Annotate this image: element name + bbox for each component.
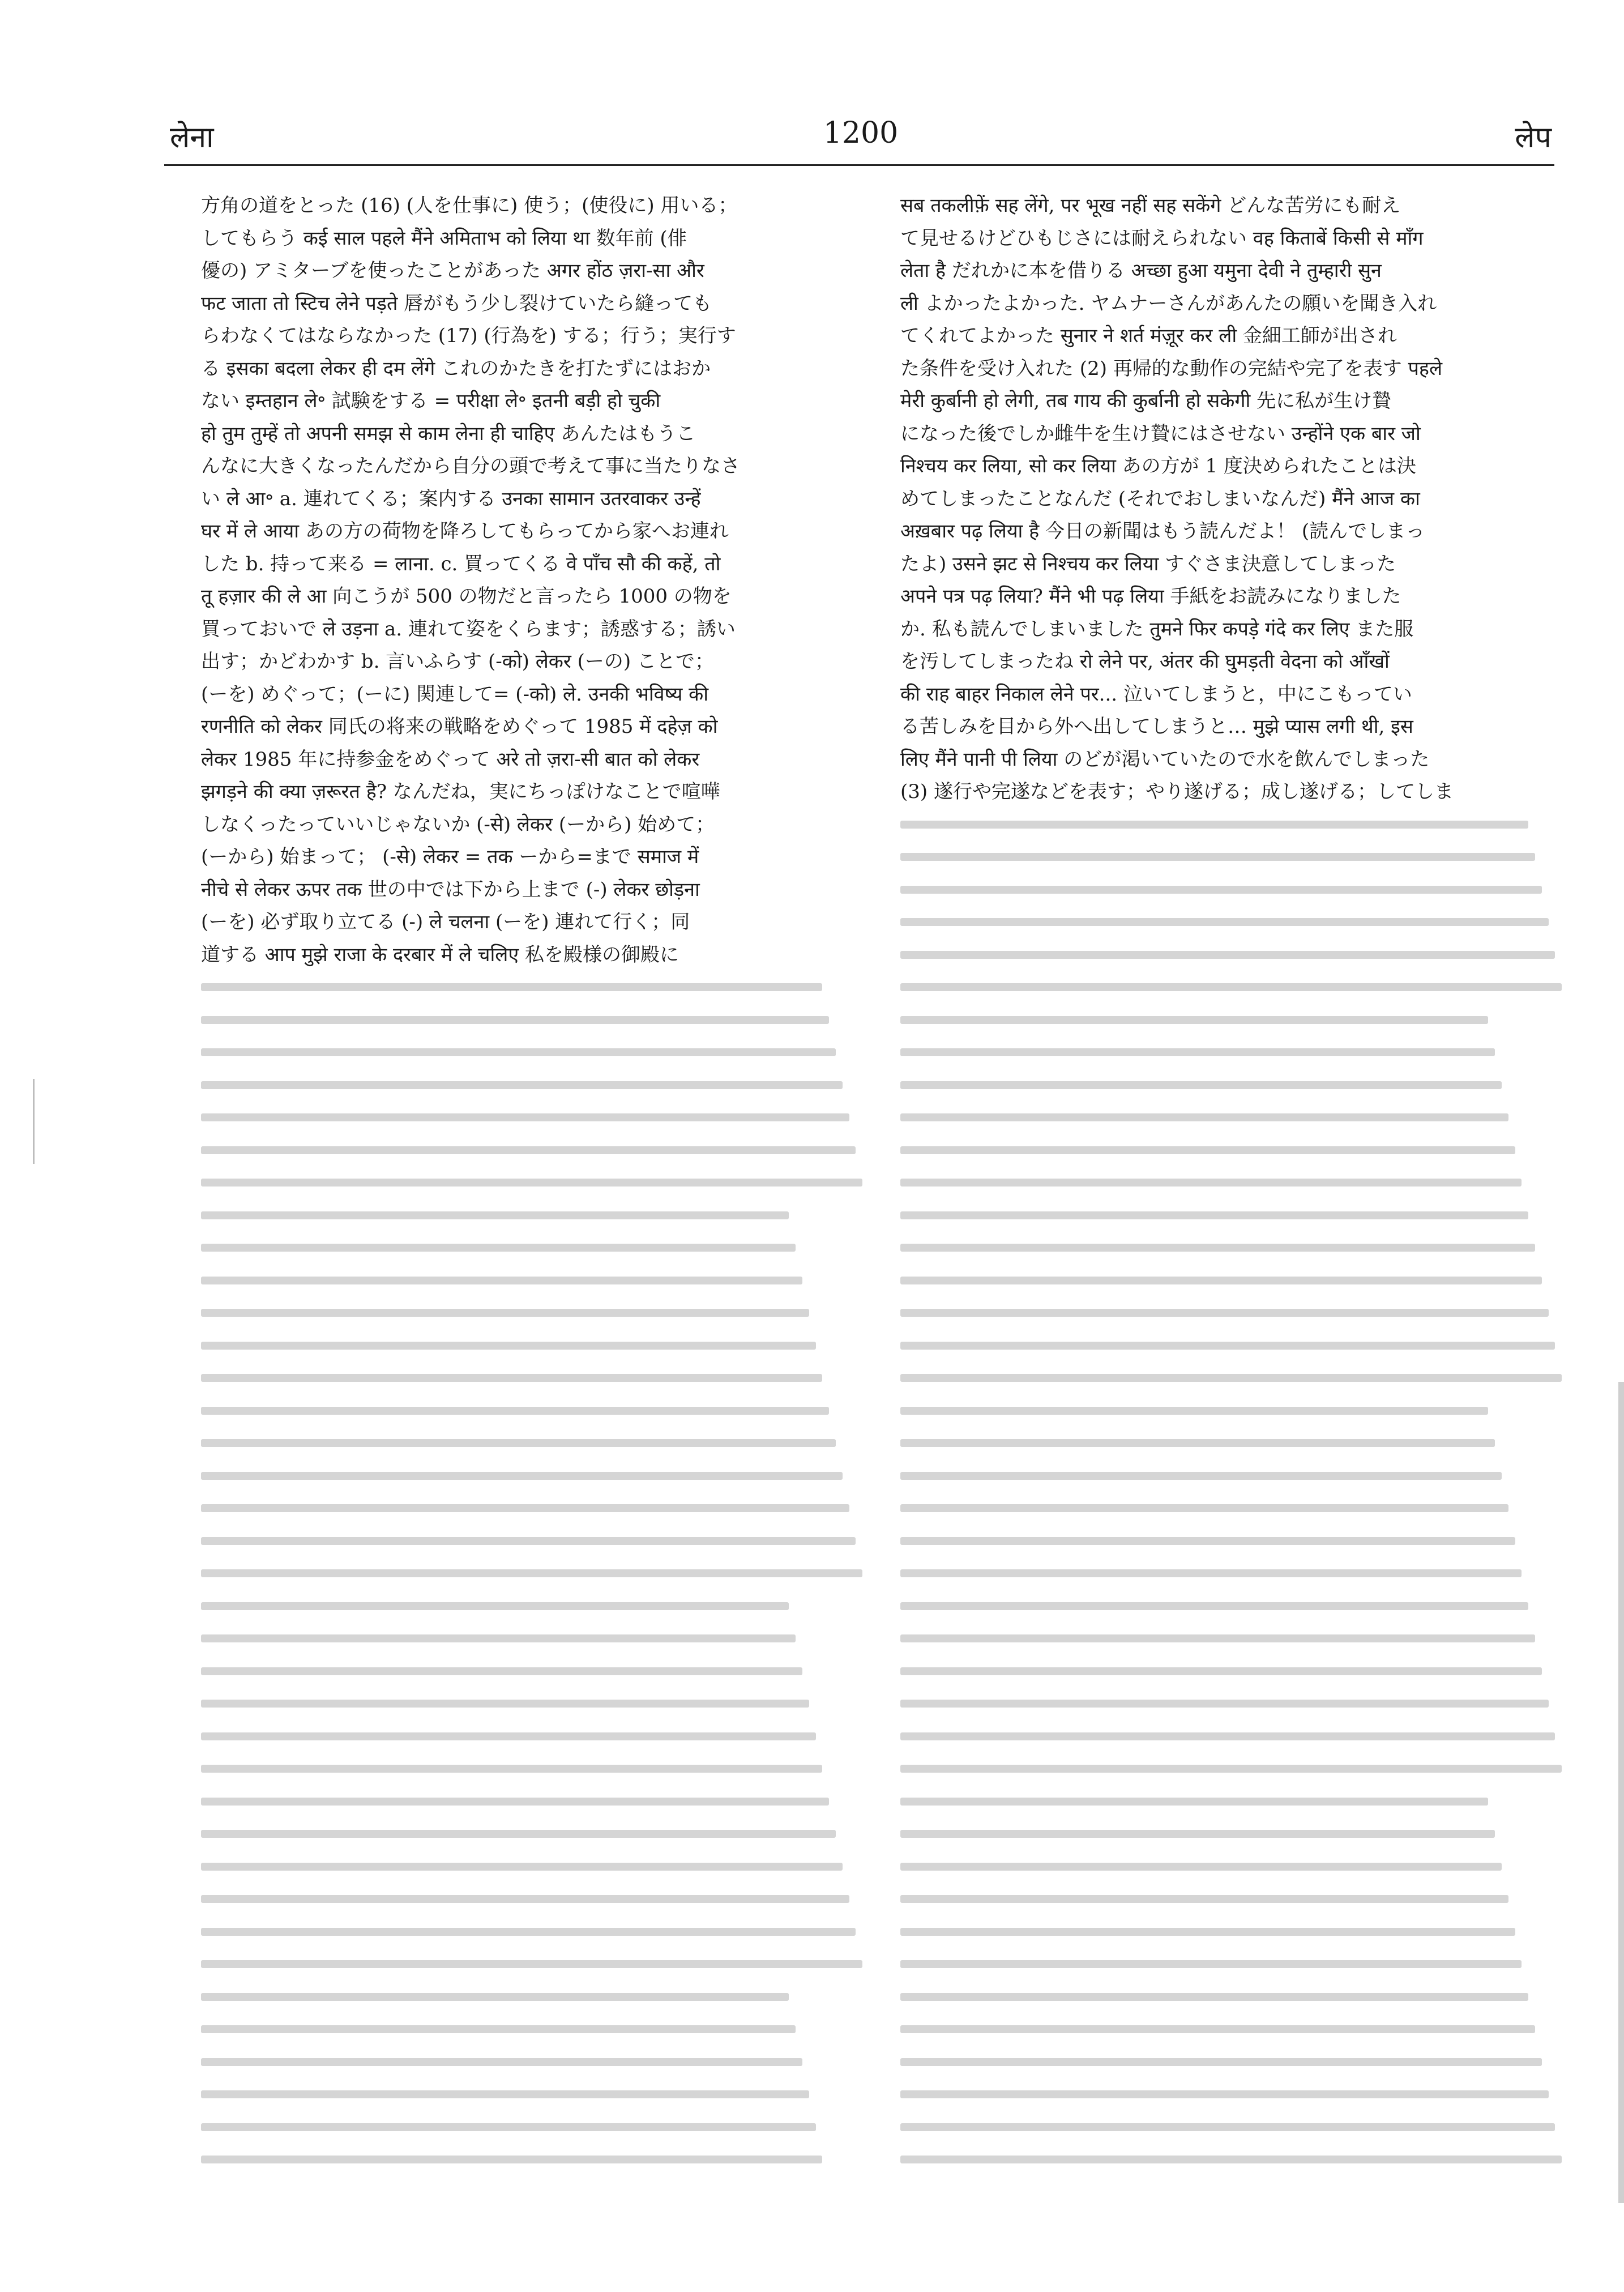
- header-left-headword: लेना: [170, 121, 214, 155]
- text-line-placeholder: [900, 1916, 1569, 1949]
- text-line-placeholder: [201, 1036, 869, 1069]
- text-line-placeholder: [900, 1200, 1569, 1232]
- text-line-placeholder: [900, 1818, 1569, 1851]
- text-line-placeholder: [900, 939, 1569, 972]
- text-line: मेरी कुर्बानी हो लेगी, तब गाय की कुर्बानी हो सकेगी 先に私が生け贄: [900, 390, 1392, 412]
- text-line-placeholder: [201, 2111, 869, 2144]
- right-column: [900, 190, 1569, 2176]
- text-line-placeholder: [201, 971, 869, 1004]
- text-line: してもらう कई साल पहले मैंने अमिताभ को लिया था 数年前 (俳: [201, 227, 687, 250]
- text-line-placeholder: [201, 1851, 869, 1884]
- text-line: घर में ले आया あの方の荷物を降ろしてもらってから家へお連れ: [201, 520, 729, 543]
- text-line-placeholder: [900, 1883, 1569, 1916]
- text-line: 買っておいで ले उड़ना a. 連れて姿をくらます；誘惑する；誘い: [201, 617, 736, 641]
- text-line-placeholder: [201, 1948, 869, 1981]
- text-line-placeholder: [201, 1297, 869, 1330]
- text-line-placeholder: [201, 1557, 869, 1590]
- text-line: की राह बाहर निकाल लेने पर... 泣いてしまうと，中にこもってい: [900, 682, 1412, 706]
- text-line: (ーを) 必ず取り立てる (-) ले चलना (ーを) 連れて行く；同: [201, 911, 690, 933]
- text-line-placeholder: [900, 2144, 1569, 2176]
- text-line-placeholder: [900, 1753, 1569, 1786]
- text-line-placeholder: [201, 1721, 869, 1753]
- text-line: めてしまったことなんだ (それでおしまいなんだ) मैंने आज का: [900, 487, 1420, 510]
- text-line: (ーを) めぐって；(ーに) 関連して= (-को) ले. उनकी भविष्य की: [201, 682, 709, 706]
- text-line-placeholder: [201, 1883, 869, 1916]
- text-line: 優の) アミターブを使ったことがあった अगर होंठ ज़रा-सा और: [201, 259, 704, 282]
- text-line-placeholder: [900, 1948, 1569, 1981]
- text-line-placeholder: [900, 1004, 1569, 1037]
- text-line-placeholder: [900, 1232, 1569, 1265]
- text-line-placeholder: [201, 1492, 869, 1525]
- text-line-placeholder: [201, 1330, 869, 1363]
- text-line-placeholder: [201, 1265, 869, 1297]
- text-line-placeholder: [201, 1655, 869, 1688]
- text-line: लिए मैंने पानी पी लिया のどが渇いていたので水を飲んでしまった: [900, 748, 1430, 771]
- text-line: हो तुम तुम्हें तो अपनी समझ से काम लेना ही चाहिए あんたはもうこ: [201, 422, 696, 445]
- text-line-placeholder: [201, 1102, 869, 1134]
- text-line-placeholder: [201, 1786, 869, 1819]
- text-line-placeholder: [900, 2013, 1569, 2046]
- text-line: अख़बार पढ़ लिया है 今日の新聞はもう読んだよ！ (読んでしまっ: [900, 520, 1425, 543]
- text-line-placeholder: [201, 1134, 869, 1167]
- text-line: तू हज़ार की ले आ 向こうが 500 の物だと言ったら 1000 の物を: [201, 585, 732, 608]
- text-line: て見せるけどひもじさには耐えられない वह किताबें किसी से माँग: [900, 227, 1424, 250]
- text-line-placeholder: [900, 1786, 1569, 1819]
- text-line-placeholder: [900, 1460, 1569, 1493]
- text-line-placeholder: [900, 971, 1569, 1004]
- text-line: した b. 持って来る = लाना. c. 買ってくる वे पाँच सौ की कहें, तो: [201, 552, 721, 575]
- text-line: んなに大きくなったんだから自分の頭で考えて事に当たりなさ: [201, 455, 740, 477]
- text-line-placeholder: [201, 1362, 869, 1395]
- text-line-placeholder: [201, 1200, 869, 1232]
- text-line: झगड़ने की क्या ज़रूरत है? なんだね，実にちっぽけなことで喧嘩: [201, 780, 720, 803]
- text-line: लेता है だれかに本を借りる अच्छा हुआ यमुना देवी ने तुम्हारी सुन: [900, 259, 1382, 282]
- text-line: 道する आप मुझे राजा के दरबार में ले चलिए 私を殿様の御殿に: [201, 943, 679, 966]
- text-line: 方角の道をとった (16) (人を仕事に) 使う；(使役に) 用いる；: [201, 194, 738, 217]
- text-line-placeholder: [900, 1688, 1569, 1721]
- text-line: लेकर 1985 年に持参金をめぐって अरे तो ज़रा-सी बात को लेकर: [201, 748, 700, 771]
- text-line: てくれてよかった सुनार ने शर्त मंज़ूर कर ली 金細工師が出され: [900, 325, 1397, 347]
- text-line-placeholder: [900, 1851, 1569, 1884]
- text-line: を汚してしまったね रो लेने पर, अंतर की घुमड़ती वेदना को आँखों: [900, 650, 1390, 673]
- running-header: [170, 116, 1552, 161]
- scan-edge-shadow: [1618, 1382, 1624, 2203]
- text-line-placeholder: [900, 1167, 1569, 1200]
- text-line-placeholder: [201, 1590, 869, 1623]
- text-line-placeholder: [201, 1916, 869, 1949]
- text-line-placeholder: [201, 1460, 869, 1493]
- text-line: (ーから) 始まって； (-से) लेकर = तक ーから=まで समाज में: [201, 846, 699, 868]
- text-line-placeholder: [900, 2111, 1569, 2144]
- text-line-placeholder: [900, 1395, 1569, 1428]
- text-line-placeholder: [201, 1232, 869, 1265]
- text-line-placeholder: [201, 2046, 869, 2079]
- text-line: になった後でしか雌牛を生け贄にはさせない उन्होंने एक बार जो: [900, 422, 1421, 445]
- text-line: सब तकलीफ़ें सह लेंगे, पर भूख नहीं सह सकेंगे どんな苦労にも耐え: [900, 194, 1401, 217]
- text-line-placeholder: [201, 1069, 869, 1102]
- text-line-placeholder: [900, 1069, 1569, 1102]
- text-line-placeholder: [900, 1623, 1569, 1655]
- text-line-placeholder: [201, 1688, 869, 1721]
- left-column: [201, 190, 869, 2176]
- text-line: か. 私も読んでしまいました तुमने फिर कपड़े गंदे कर लिए また服: [900, 617, 1414, 641]
- text-line-placeholder: [900, 2046, 1569, 2079]
- text-line-placeholder: [201, 1753, 869, 1786]
- text-line-placeholder: [900, 1330, 1569, 1363]
- text-line-placeholder: [201, 2013, 869, 2046]
- text-line: らわなくてはならなかった (17) (行為を) する；行う；実行す: [201, 325, 736, 347]
- header-right-headword: लेप: [1515, 121, 1552, 155]
- text-line-placeholder: [900, 1102, 1569, 1134]
- text-line-placeholder: [201, 2144, 869, 2176]
- text-line: अपने पत्र पढ़ लिया? मैंने भी पढ़ लिया 手紙をお読みになりました: [900, 585, 1401, 608]
- text-line: る इसका बदला लेकर ही दम लेंगे これのかたきを打たずにはおか: [201, 357, 711, 380]
- text-line-placeholder: [201, 1395, 869, 1428]
- text-line-placeholder: [201, 2078, 869, 2111]
- text-line-placeholder: [900, 1362, 1569, 1395]
- text-line-placeholder: [201, 1623, 869, 1655]
- scan-binding-mark: [33, 1079, 35, 1164]
- text-line: い ले आ॰ a. 連れてくる；案内する उनका सामान उतरवाकर उन्हें: [201, 487, 701, 510]
- text-line-placeholder: [201, 1525, 869, 1558]
- text-line: नीचे से लेकर ऊपर तक 世の中では下から上まで (-) लेकर छोड़ना: [201, 878, 700, 901]
- text-line-placeholder: [900, 1590, 1569, 1623]
- text-line: ない इम्तहान ले॰ 試験をする = परीक्षा ले॰ इतनी बड़ी हो चुकी: [201, 390, 661, 412]
- text-line-placeholder: [900, 1427, 1569, 1460]
- text-line: 出す；かどわかす b. 言いふらす (-को) लेकर (ーの) ことで；: [201, 650, 714, 673]
- page-number: 1200: [823, 116, 899, 150]
- text-line: ली よかったよかった. ヤムナーさんがあんたの願いを聞き入れ: [900, 292, 1437, 315]
- text-line-placeholder: [900, 1036, 1569, 1069]
- text-line-placeholder: [201, 1004, 869, 1037]
- text-line-placeholder: [900, 1557, 1569, 1590]
- text-line-placeholder: [900, 1265, 1569, 1297]
- text-line-placeholder: [900, 841, 1569, 874]
- text-line: た条件を受け入れた (2) 再帰的な動作の完結や完了を表す पहले: [900, 357, 1443, 380]
- text-line: る苦しみを目から外へ出してしまうと… मुझे प्यास लगी थी, इस: [900, 715, 1413, 738]
- text-line-placeholder: [900, 809, 1569, 842]
- text-line-placeholder: [900, 1297, 1569, 1330]
- text-line-placeholder: [900, 1981, 1569, 2014]
- text-line: しなくったっていいじゃないか (-से) लेकर (ーから) 始めて；: [201, 813, 715, 836]
- text-line-placeholder: [900, 1492, 1569, 1525]
- text-line-placeholder: [900, 1525, 1569, 1558]
- text-line: रणनीति को लेकर 同氏の将来の戦略をめぐって 1985 में दहेज़ को: [201, 715, 718, 738]
- text-line: (3) 遂行や完遂などを表す；やり遂げる；成し遂げる；してしま: [900, 780, 1454, 803]
- text-line: फट जाता तो स्टिच लेने पड़ते 唇がもう少し裂けていたら縫っても: [201, 292, 712, 315]
- text-line-placeholder: [900, 1655, 1569, 1688]
- text-line-placeholder: [900, 874, 1569, 907]
- text-line-placeholder: [900, 1721, 1569, 1753]
- text-line-placeholder: [201, 1167, 869, 1200]
- text-line-placeholder: [201, 1818, 869, 1851]
- text-line-placeholder: [900, 1134, 1569, 1167]
- text-line-placeholder: [900, 906, 1569, 939]
- text-line: निश्चय कर लिया, सो कर लिया あの方が 1 度決められたことは決: [900, 455, 1416, 477]
- text-line-placeholder: [201, 1981, 869, 2014]
- text-line-placeholder: [900, 2078, 1569, 2111]
- text-line-placeholder: [201, 1427, 869, 1460]
- header-rule: [164, 164, 1554, 166]
- text-line: たよ) उसने झट से निश्चय कर लिया すぐさま決意してしまった: [900, 552, 1396, 575]
